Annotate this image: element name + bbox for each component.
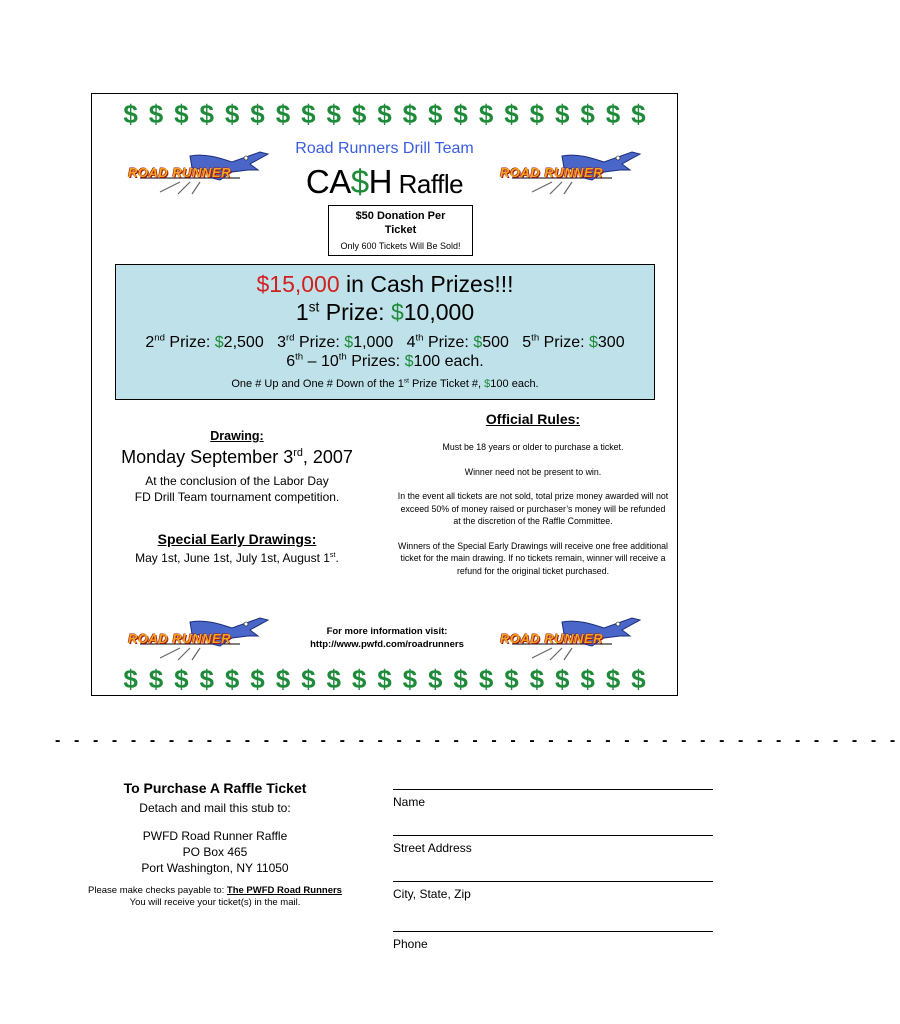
dollar-sign: $ xyxy=(377,664,392,694)
stub-detach-note: Detach and mail this stub to: xyxy=(139,801,291,815)
dollar-sign: $ xyxy=(580,664,595,694)
rule-item: In the event all tickets are not sold, total prize money awarded will not exceed 50% of money raised or purchaser’s money will be refunded at the discretion of the Raffle Committee. xyxy=(397,491,669,526)
dollar-sign: $ xyxy=(351,99,367,129)
dollar-sign: $ xyxy=(605,664,621,694)
dollar-sign: $ xyxy=(554,99,570,129)
dollar-sign: $ xyxy=(631,664,646,694)
dollar-sign: $ xyxy=(199,664,214,694)
dollar-sign: $ xyxy=(148,664,164,694)
street-address-field[interactable]: Street Address xyxy=(393,835,713,855)
dollar-sign: $ xyxy=(301,99,316,129)
road-runner-logo-text: ROAD RUNNER xyxy=(500,165,603,180)
dollar-border-top xyxy=(92,99,677,129)
phone-field[interactable]: Phone xyxy=(393,931,713,951)
dollar-sign: $ xyxy=(402,99,418,129)
rule-item: Winners of the Special Early Drawings will receive one free additional ticket for the main drawing. If no tickets remain, winner will receive a refund for the original ticket purchased. xyxy=(398,540,668,576)
website-link[interactable]: http://www.pwfd.com/roadrunners xyxy=(310,639,464,650)
drawing-date: Monday September 3rd, 2007 xyxy=(121,447,353,467)
dollar-sign: $ xyxy=(453,99,468,129)
sixth-to-tenth-prizes: 6th – 10th Prizes: $100 each. xyxy=(286,351,484,370)
dollar-sign: $ xyxy=(326,99,341,129)
dollar-sign: $ xyxy=(428,664,443,694)
dollar-sign: $ xyxy=(275,664,291,694)
prize-box xyxy=(115,264,655,400)
donation-box xyxy=(328,205,473,256)
dollar-sign: $ xyxy=(428,99,443,129)
secondary-prizes xyxy=(116,333,654,352)
total-prizes-headline: $15,000 in Cash Prizes!!! xyxy=(256,271,514,297)
dollar-sign: $ xyxy=(174,664,189,694)
dollar-sign: $ xyxy=(351,664,367,694)
drawing-label: Drawing: xyxy=(210,429,264,443)
dollar-sign: $ xyxy=(199,99,214,129)
fourth-prize: 4th Prize: $500 xyxy=(406,332,509,351)
drawing-description: At the conclusion of the Labor Day FD Drill Team tournament competition. xyxy=(134,474,340,504)
first-prize: 1st Prize: $10,000 xyxy=(295,299,475,325)
stub-title: To Purchase A Raffle Ticket xyxy=(123,780,307,796)
ticket-limit: Only 600 Tickets Will Be Sold! xyxy=(340,241,461,251)
fifth-prize: 5th Prize: $300 xyxy=(522,332,625,351)
dollar-sign: $ xyxy=(631,99,646,129)
drawing-section xyxy=(112,429,362,565)
team-name: Road Runners Drill Team xyxy=(295,140,474,157)
road-runner-logo-text: ROAD RUNNER xyxy=(128,631,231,646)
dollar-sign: $ xyxy=(250,99,265,129)
check-payable-note: Please make checks payable to: The PWFD Road Runners You will receive your ticket(s) in the mail. xyxy=(88,885,342,908)
dollar-sign: $ xyxy=(326,664,341,694)
third-prize: 3rd Prize: $1,000 xyxy=(277,332,394,351)
dollar-sign: $ xyxy=(529,99,545,129)
dollar-sign: $ xyxy=(402,664,418,694)
dollar-sign: $ xyxy=(554,664,570,694)
dollar-sign: $ xyxy=(275,99,291,129)
cut-line: - - - - - - - - - - - - - - - - - - - - - - - - - - - - - - - - - - - - - - - - - - - - - xyxy=(55,732,900,749)
donation-price: $50 Donation Per Ticket xyxy=(355,210,446,236)
rule-item: Must be 18 years or older to purchase a ticket. xyxy=(442,442,624,452)
dollar-sign: $ xyxy=(123,664,138,694)
early-drawings-label: Special Early Drawings: xyxy=(157,531,317,547)
dollar-sign: $ xyxy=(224,99,240,129)
official-rules xyxy=(388,411,678,577)
dollar-sign: $ xyxy=(377,99,392,129)
raffle-title: CA$H Raffle xyxy=(305,163,464,200)
dollar-sign: $ xyxy=(580,99,595,129)
dollar-sign: $ xyxy=(504,664,519,694)
more-info: For more information visit: http://www.pwfd.com/roadrunners xyxy=(252,625,522,651)
dollar-sign: $ xyxy=(174,99,189,129)
second-prize: 2nd Prize: $2,500 xyxy=(145,332,264,351)
name-field[interactable]: Name xyxy=(393,789,713,809)
early-drawing-dates: May 1st, June 1st, July 1st, August 1st. xyxy=(135,550,339,565)
dollar-sign: $ xyxy=(504,99,519,129)
dollar-sign: $ xyxy=(224,664,240,694)
dollar-sign: $ xyxy=(250,664,265,694)
dollar-border-bottom xyxy=(92,664,677,694)
dollar-sign: $ xyxy=(529,664,545,694)
dollar-sign: $ xyxy=(478,664,494,694)
dollar-sign: $ xyxy=(148,99,164,129)
raffle-flyer xyxy=(91,93,678,696)
adjacent-ticket-prize: One # Up and One # Down of the 1st Prize Ticket #, $100 each. xyxy=(231,377,539,390)
dollar-sign: $ xyxy=(301,664,316,694)
rule-item: Winner need not be present to win. xyxy=(464,466,602,477)
dollar-sign: $ xyxy=(453,664,468,694)
dollar-sign: $ xyxy=(478,99,494,129)
dollar-sign: $ xyxy=(605,99,621,129)
purchase-stub-instructions xyxy=(70,780,360,909)
city-state-zip-field[interactable]: City, State, Zip xyxy=(393,881,713,901)
road-runner-logo-text: ROAD RUNNER xyxy=(500,631,603,646)
mailing-address: PWFD Road Runner Raffle PO Box 465 Port Washington, NY 11050 xyxy=(141,829,289,875)
dollar-sign: $ xyxy=(123,99,138,129)
road-runner-logo-text: ROAD RUNNER xyxy=(128,165,231,180)
rules-title: Official Rules: xyxy=(485,411,581,427)
